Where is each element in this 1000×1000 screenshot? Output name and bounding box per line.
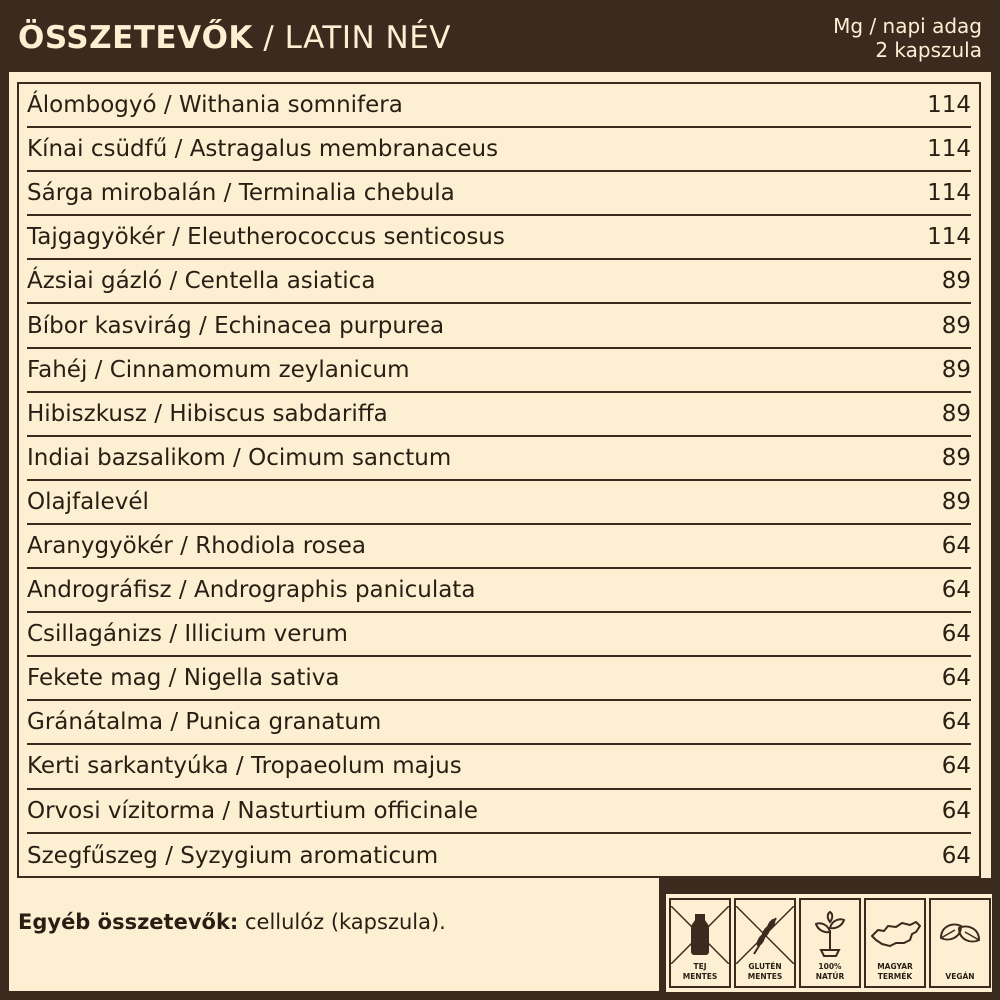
table-row — [27, 834, 971, 878]
ingredient-name: Fekete mag / Nigella sativa — [27, 665, 340, 692]
ingredient-name: Kínai csüdfű / Astragalus membranaceus — [27, 136, 499, 163]
milk-bottle-crossed-icon — [671, 906, 729, 964]
ingredient-name: Álombogyó / Withania somnifera — [27, 92, 403, 119]
ingredient-name: Fahéj / Cinnamomum zeylanicum — [27, 356, 410, 383]
table-row — [27, 304, 971, 348]
table-row — [27, 393, 971, 437]
badges-row — [666, 894, 992, 992]
ingredient-name: Indiai bazsalikom / Ocimum sanctum — [27, 444, 452, 471]
badge-hungarian-product — [864, 898, 926, 988]
ingredient-mg: 89 — [941, 488, 971, 515]
table-row — [27, 790, 971, 834]
ingredient-mg: 64 — [941, 797, 971, 824]
ingredient-mg: 64 — [941, 665, 971, 692]
unit-header — [833, 14, 982, 62]
badge-label: 100% NATÚR — [815, 962, 845, 981]
table-row — [27, 701, 971, 745]
ingredient-mg: 89 — [941, 400, 971, 427]
ingredients-panel — [9, 72, 991, 878]
badge-dairy-free — [669, 898, 731, 988]
ingredient-name: Tajgagyökér / Eleutherococcus senticosus — [27, 224, 505, 251]
table-row — [27, 84, 971, 128]
ingredient-name: Ázsiai gázló / Centella asiatica — [27, 268, 376, 295]
badge-natural — [799, 898, 861, 988]
table-title — [18, 20, 451, 56]
ingredient-name: Sárga mirobalán / Terminalia chebula — [27, 180, 455, 207]
ingredient-mg: 64 — [941, 532, 971, 559]
table-row — [27, 481, 971, 525]
table-row — [27, 437, 971, 481]
badge-label: VEGÁN — [945, 972, 975, 981]
badge-vegan — [929, 898, 991, 988]
ingredient-name: Bíbor kasvirág / Echinacea purpurea — [27, 312, 445, 339]
ingredient-mg: 64 — [941, 577, 971, 604]
badge-gluten-free — [734, 898, 796, 988]
ingredients-table — [17, 82, 981, 878]
title-bold: ÖSSZETEVŐK — [18, 20, 253, 56]
other-label: Egyéb összetevők: — [18, 910, 239, 934]
ingredient-name: Gránátalma / Punica granatum — [27, 709, 382, 736]
sprout-icon — [801, 906, 859, 964]
table-row — [27, 349, 971, 393]
table-row — [27, 569, 971, 613]
other-ingredients-panel — [9, 878, 659, 991]
ingredient-mg: 114 — [927, 136, 971, 163]
hungary-map-icon — [866, 906, 924, 964]
ingredient-name: Szegfűszeg / Syzygium aromaticum — [27, 842, 439, 869]
ingredient-name: Hibiszkusz / Hibiscus sabdariffa — [27, 400, 388, 427]
ingredient-name: Andrográfisz / Andrographis paniculata — [27, 577, 476, 604]
table-row — [27, 260, 971, 304]
table-row — [27, 172, 971, 216]
ingredient-name: Olajfalevél — [27, 488, 149, 515]
wheat-crossed-icon — [736, 906, 794, 964]
table-row — [27, 128, 971, 172]
ingredient-mg: 114 — [927, 224, 971, 251]
ingredient-mg: 89 — [941, 444, 971, 471]
ingredient-mg: 89 — [941, 268, 971, 295]
badge-label: MAGYAR TERMÉK — [877, 962, 913, 981]
table-row — [27, 216, 971, 260]
ingredient-mg: 64 — [941, 753, 971, 780]
ingredient-mg: 64 — [941, 621, 971, 648]
header — [0, 0, 1000, 72]
ingredient-mg: 64 — [941, 842, 971, 869]
ingredient-name: Aranygyökér / Rhodiola rosea — [27, 532, 366, 559]
ingredient-name: Kerti sarkantyúka / Tropaeolum majus — [27, 753, 462, 780]
other-text: cellulóz (kapszula). — [238, 910, 446, 934]
ingredient-mg: 114 — [927, 180, 971, 207]
leaves-icon — [931, 906, 989, 964]
title-rest: / LATIN NÉV — [252, 20, 452, 56]
unit-line-2: 2 kapszula — [875, 38, 982, 62]
unit-line-1: Mg / napi adag — [833, 14, 982, 38]
table-row — [27, 613, 971, 657]
ingredient-mg: 64 — [941, 709, 971, 736]
badge-label: TEJ MENTES — [682, 962, 718, 981]
other-ingredients — [18, 910, 446, 934]
ingredient-name: Csillagánizs / Illicium verum — [27, 621, 348, 648]
badge-label: GLUTÉN MENTES — [747, 962, 783, 981]
ingredient-name: Orvosi vízitorma / Nasturtium officinale — [27, 797, 478, 824]
table-row — [27, 745, 971, 789]
table-row — [27, 525, 971, 569]
ingredient-mg: 89 — [941, 312, 971, 339]
table-row — [27, 657, 971, 701]
ingredient-mg: 89 — [941, 356, 971, 383]
ingredient-mg: 114 — [927, 92, 971, 119]
